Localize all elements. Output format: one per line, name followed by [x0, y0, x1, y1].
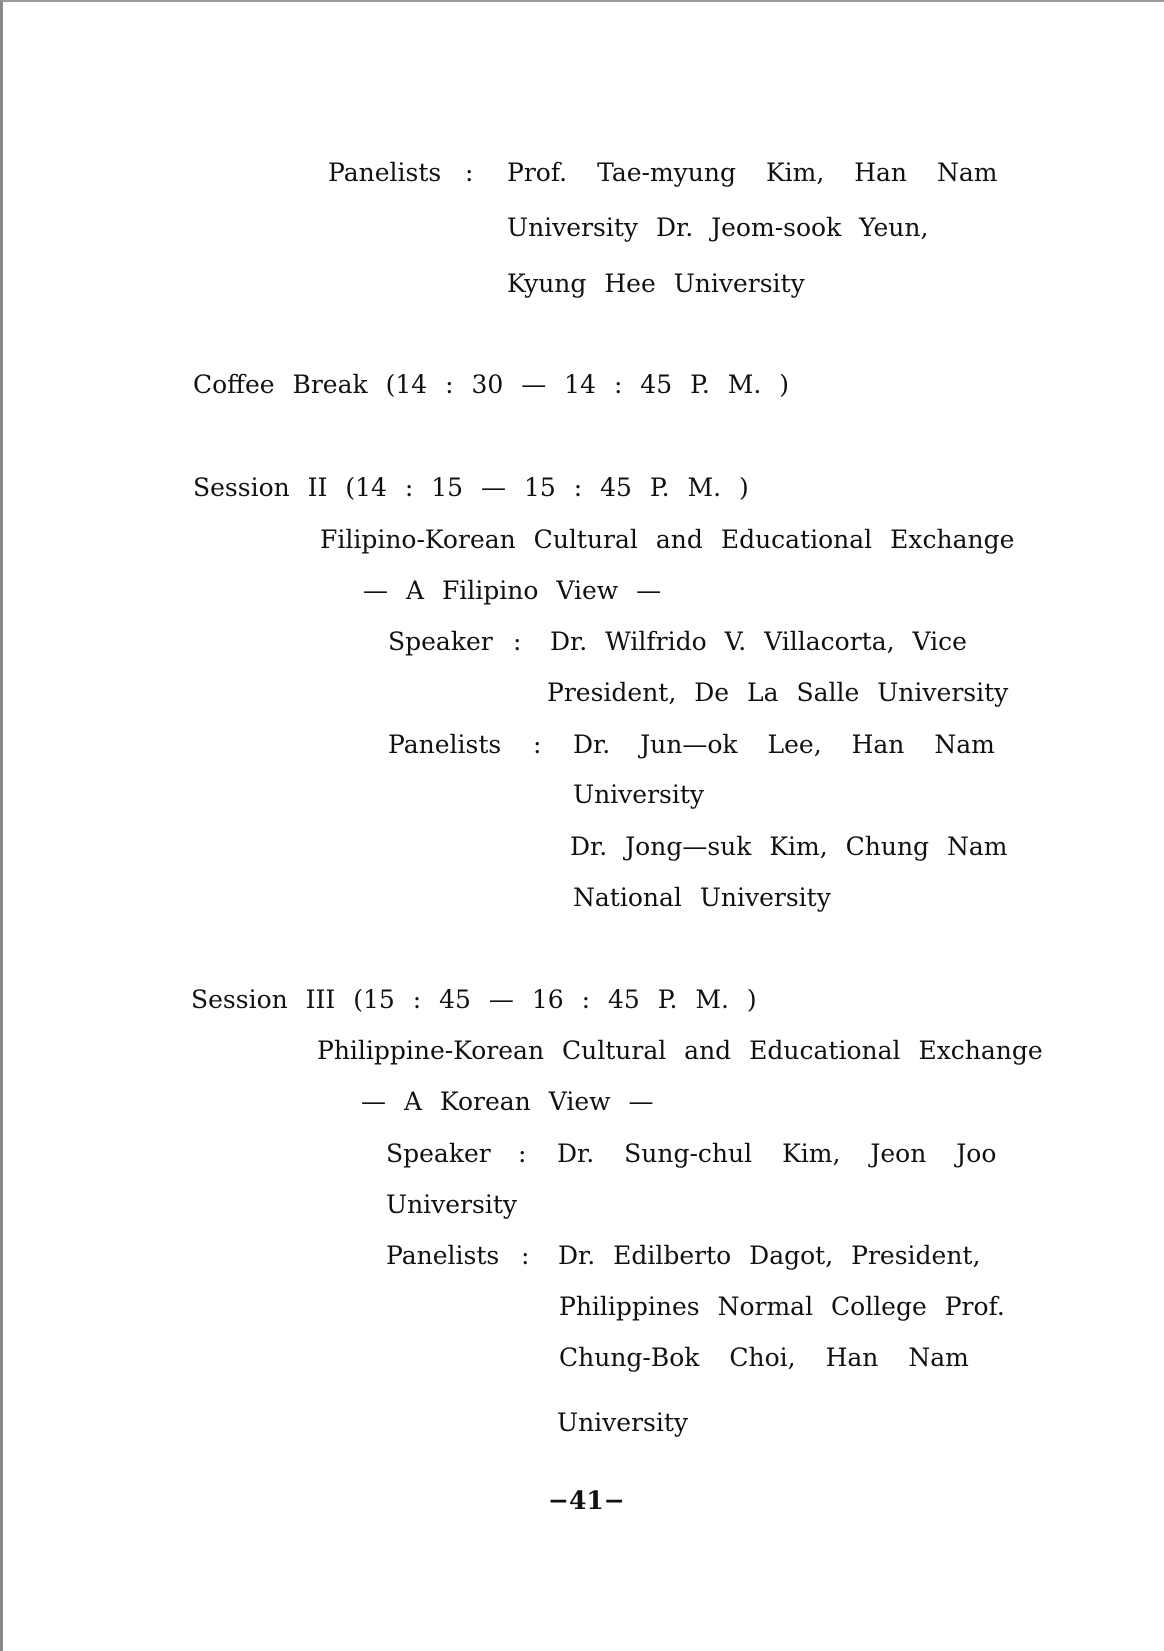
panelists-line-1: Prof. Tae-myung Kim, Han Nam	[507, 158, 998, 187]
session-2-speaker-line-1: Dr. Wilfrido V. Villacorta, Vice	[550, 627, 967, 656]
session-3-speaker-label: Speaker	[386, 1139, 491, 1168]
session-2-panelists-colon: :	[533, 730, 542, 759]
session-3-panelists-line-2: Philippines Normal College Prof.	[559, 1292, 1005, 1321]
session-3-title: Philippine-Korean Cultural and Educational Exchange	[317, 1036, 1043, 1065]
session-2-title: Filipino-Korean Cultural and Educational Exchange	[320, 525, 1015, 554]
session-2-panelists-line-2: University	[573, 780, 705, 809]
panelists-label: Panelists	[328, 158, 442, 187]
panelists-colon: :	[465, 158, 474, 187]
page-number: −41−	[548, 1486, 625, 1515]
session-2-heading: Session II (14 : 15 — 15 : 45 P. M. )	[193, 473, 749, 502]
session-2-speaker-label: Speaker	[388, 627, 493, 656]
session-2-speaker-colon: :	[513, 627, 522, 656]
session-3-panelists-line-4: University	[557, 1408, 689, 1437]
panelists-line-2: University Dr. Jeom-sook Yeun,	[507, 213, 929, 242]
session-3-panelists-colon: :	[521, 1241, 530, 1270]
session-2-panelists-label: Panelists	[388, 730, 502, 759]
session-2-panelists-line-4: National University	[573, 883, 831, 912]
session-3-panelists-label: Panelists	[386, 1241, 500, 1270]
session-3-speaker-line-2: University	[386, 1190, 518, 1219]
session-2-panelists-line-1: Dr. Jun—ok Lee, Han Nam	[573, 730, 995, 759]
session-3-panelists-line-1: Dr. Edilberto Dagot, President,	[558, 1241, 981, 1270]
session-3-speaker-line-1: Dr. Sung-chul Kim, Jeon Joo	[557, 1139, 997, 1168]
session-2-speaker-line-2: President, De La Salle University	[547, 678, 1009, 707]
session-3-subtitle: — A Korean View —	[361, 1087, 654, 1116]
panelists-line-3: Kyung Hee University	[507, 269, 805, 298]
session-3-heading: Session III (15 : 45 — 16 : 45 P. M. )	[191, 985, 757, 1014]
coffee-break-heading: Coffee Break (14 : 30 — 14 : 45 P. M. )	[193, 370, 789, 399]
session-2-panelists-line-3: Dr. Jong—suk Kim, Chung Nam	[570, 832, 1008, 861]
session-2-subtitle: — A Filipino View —	[363, 576, 662, 605]
session-3-speaker-colon: :	[518, 1139, 527, 1168]
session-3-panelists-line-3: Chung-Bok Choi, Han Nam	[559, 1343, 969, 1372]
